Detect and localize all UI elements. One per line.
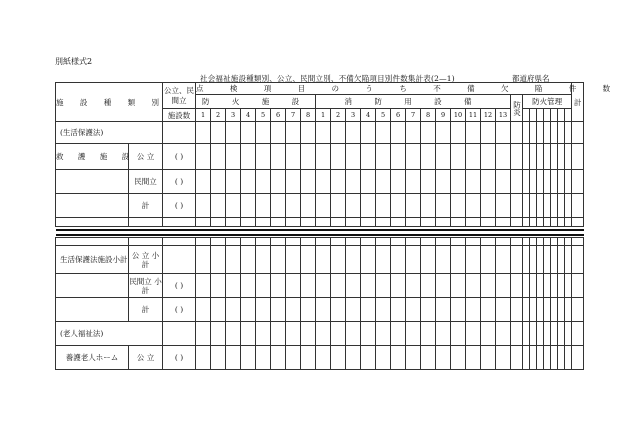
- document-title: 社会福祉施設種類別、公立、民間立別、不備欠陥項目別件数集計表(2—1): [200, 74, 455, 83]
- table-row: [56, 170, 584, 194]
- row-count: ( ): [163, 346, 196, 370]
- table-row: [56, 274, 584, 298]
- header-inspection-items: 点 検 項 目 の う ち 不 備 欠 陥 件 数: [196, 84, 623, 93]
- equip-col-10: 10: [451, 109, 466, 122]
- equip-col-11: 11: [466, 109, 481, 122]
- header-total: 計: [572, 83, 584, 122]
- header-firefighting-equipment: 消 防 用 設 備: [316, 95, 511, 109]
- table-row: [56, 322, 584, 346]
- header-facility-type: 施 設 種 類 別: [56, 83, 163, 122]
- table-row: [56, 346, 584, 370]
- table-row: [56, 298, 584, 322]
- table-row: [56, 122, 584, 144]
- row-type: 民間立 小 計: [129, 274, 163, 298]
- header-fire-retardant: 防炎: [511, 95, 523, 122]
- fire-col-2: 2: [211, 109, 226, 122]
- row-count: ( ): [163, 170, 196, 194]
- equip-col-4: 4: [361, 109, 376, 122]
- equip-col-1: 1: [316, 109, 331, 122]
- equip-col-2: 2: [331, 109, 346, 122]
- equip-col-8: 8: [421, 109, 436, 122]
- table-row: [56, 238, 584, 246]
- fire-col-7: 7: [286, 109, 301, 122]
- row-count: ( ): [163, 298, 196, 322]
- table-row: [56, 144, 584, 170]
- fire-col-4: 4: [241, 109, 256, 122]
- row-count: ( ): [163, 144, 196, 170]
- fire-col-1: 1: [196, 109, 211, 122]
- row-label: (老人福祉法): [56, 322, 163, 346]
- table-row: [56, 194, 584, 218]
- fire-col-8: 8: [301, 109, 316, 122]
- equip-col-6: 6: [391, 109, 406, 122]
- equip-col-13: 13: [496, 109, 511, 122]
- fire-col-5: 5: [256, 109, 271, 122]
- row-label: (生活保護法): [56, 122, 163, 144]
- header-fire-prevention-facilities: 防 火 施 設: [196, 95, 316, 109]
- equip-col-9: 9: [436, 109, 451, 122]
- prefecture-label: 都道府県名: [512, 74, 550, 83]
- table-row: [56, 218, 584, 227]
- row-type: 計: [129, 298, 163, 322]
- header-public-private: 公立、民間立: [163, 83, 196, 109]
- tally-table: [55, 82, 623, 370]
- omission-separator: [56, 227, 584, 238]
- equip-col-5: 5: [376, 109, 391, 122]
- row-type: 民間立: [129, 170, 163, 194]
- row-label: 養護老人ホーム: [56, 346, 129, 370]
- fire-col-6: 6: [271, 109, 286, 122]
- row-label: 救 護 施 設: [56, 144, 129, 170]
- row-count: ( ): [163, 194, 196, 218]
- header-fire-management: 防火管理: [523, 95, 572, 109]
- equip-col-7: 7: [406, 109, 421, 122]
- fire-col-3: 3: [226, 109, 241, 122]
- row-type: 計: [129, 194, 163, 218]
- equip-col-12: 12: [481, 109, 496, 122]
- equip-col-3: 3: [346, 109, 361, 122]
- table-row: [56, 246, 584, 274]
- row-type: 公 立 小 計: [129, 246, 163, 274]
- row-label: 生活保護法施設小計: [56, 246, 129, 274]
- row-type: 公 立: [129, 346, 163, 370]
- header-facility-count: 施設数: [163, 109, 196, 122]
- row-count: ( ): [163, 274, 196, 298]
- form-id: 別紙様式2: [55, 57, 93, 66]
- row-type: 公 立: [129, 144, 163, 170]
